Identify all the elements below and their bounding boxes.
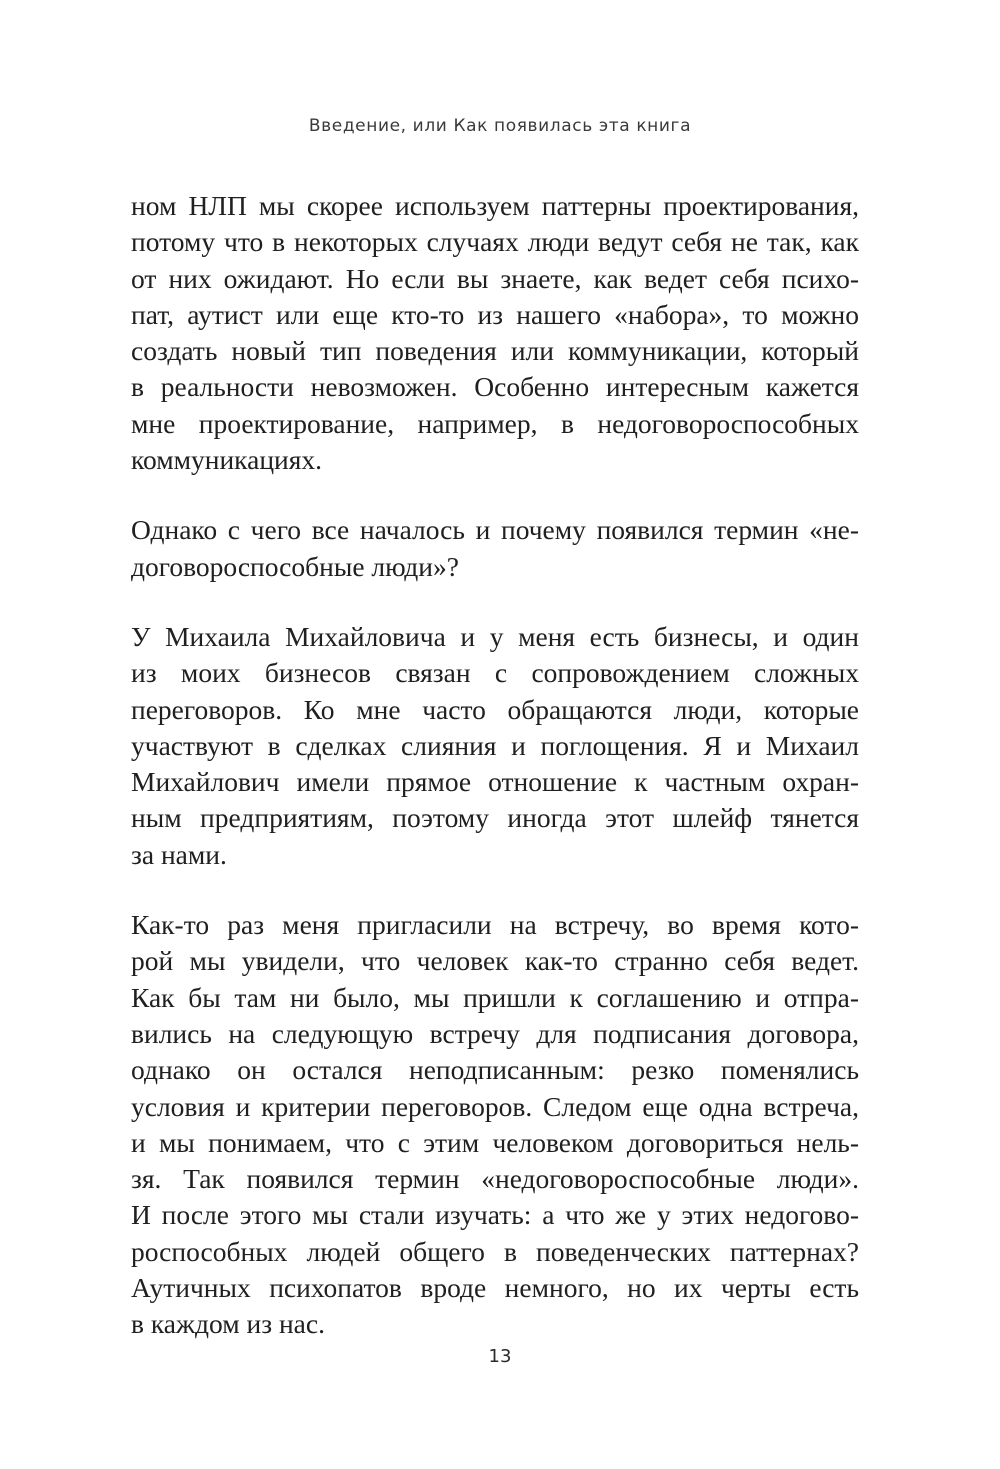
text-line: Однако с чего все началось и почему появился термин «не- (131, 514, 859, 546)
text-line: пат, аутист или еще кто-то из нашего «набора», то можно (131, 298, 859, 330)
text-line: за нами. (131, 838, 227, 870)
text-line: рой мы увидели, что человек как-то странно себя ведет. (131, 945, 859, 977)
text-line: зя. Так появился термин «недоговороспособные люди». (131, 1163, 859, 1195)
running-header: Введение, или Как появилась эта книга (308, 116, 692, 136)
text-line: ном НЛП мы скорее используем паттерны проектирования, (131, 190, 859, 221)
text-line: условия и критерии переговоров. Следом еще одна встреча, (131, 1090, 859, 1122)
text-line: роспособных людей общего в поведенческих паттернах? (131, 1235, 859, 1267)
text-line: И после этого мы стали изучать: а что же у этих недогово- (131, 1199, 859, 1231)
text-line: потому что в некоторых случаях люди ведут себя не так, как (131, 226, 859, 258)
text-line: в каждом из нас. (131, 1308, 325, 1340)
text-line: однако он остался неподписанным: резко поменялись (131, 1054, 859, 1086)
text-line: ным предприятиям, поэтому иногда этот шлейф тянется (131, 802, 859, 834)
text-line: У Михаила Михайловича и у меня есть бизнесы, и один (131, 620, 859, 652)
paragraph-3 (131, 619, 859, 873)
paragraph-2 (131, 512, 859, 585)
text-line: из моих бизнесов связан с сопровождением сложных (131, 657, 859, 689)
text-line: Михайлович имели прямое отношение к частным охран- (131, 766, 859, 798)
text-line: мне проектирование, например, в недоговороспособных (131, 407, 859, 439)
text-line: договороспособные люди»? (131, 550, 459, 582)
page-number: 13 (488, 1346, 512, 1367)
text-line: Аутичных психопатов вроде немного, но их черты есть (131, 1272, 859, 1304)
paragraph-4 (131, 907, 859, 1343)
page-body-text (131, 188, 859, 1377)
text-line: переговоров. Ко мне часто обращаются люди, которые (131, 693, 859, 725)
text-line: и мы понимаем, что с этим человеком договориться нель- (131, 1126, 859, 1158)
text-line: Как бы там ни было, мы пришли к соглашению и отпра- (131, 981, 859, 1013)
paragraph-1 (131, 188, 859, 478)
text-line: участвуют в сделках слияния и поглощения. Я и Михаил (131, 729, 859, 761)
text-line: в реальности невозможен. Особенно интересным кажется (131, 371, 859, 403)
text-line: Как-то раз меня пригласили на встречу, во время кото- (131, 909, 859, 941)
text-line: от них ожидают. Но если вы знаете, как ведет себя психо- (131, 262, 859, 294)
text-line: коммуникациях. (131, 444, 323, 476)
text-line: создать новый тип поведения или коммуникации, который (131, 335, 859, 367)
text-line: вились на следующую встречу для подписания договора, (131, 1017, 859, 1049)
